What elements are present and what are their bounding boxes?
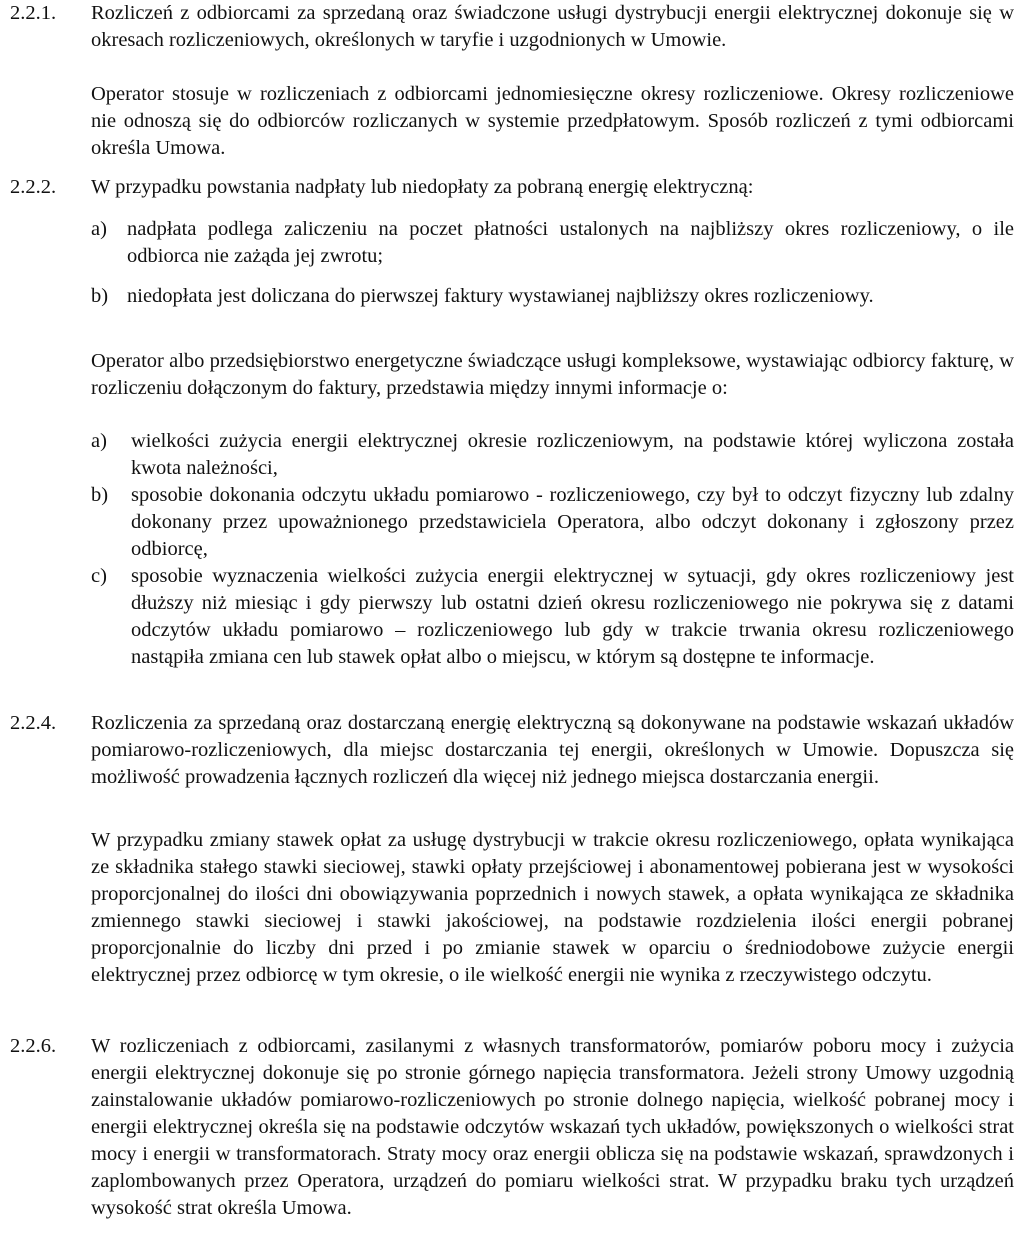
list-item-label: c) bbox=[91, 565, 107, 587]
list-item-text: nadpłata podlega zaliczeniu na poczet płatności ustalonych na najbliższy okres rozliczeniowy, o ile odbiorca nie zażąda jej zwrotu; bbox=[127, 218, 1014, 267]
section-number-2-2-6: 2.2.6. bbox=[10, 1035, 57, 1057]
section-2-2-1-paragraph-1: Rozliczeń z odbiorcami za sprzedaną oraz świadczone usługi dystrybucji energii elektrycznej dokonuje się w okresach rozliczeniowych, określonych w taryfie i uzgodnionych w Umowie. bbox=[91, 2, 1014, 51]
section-2-2-1-paragraph-2: Operator stosuje w rozliczeniach z odbiorcami jednomiesięczne okresy rozliczeniowe. Okresy rozliczeniowe nie odnoszą się do odbiorców rozliczanych w systemie przedpłatowym. Sposób rozliczeń z tymi odbiorcami określa Umowa. bbox=[91, 83, 1014, 159]
list-item-text: sposobie wyznaczenia wielkości zużycia energii elektrycznej w sytuacji, gdy okres rozliczeniowy jest dłuższy niż miesiąc i gdy pierwszy lub ostatni dzień okresu rozliczeniowego nie pokrywa się z datami odczytów układu pomiarowo – rozliczeniowego lub gdy w trakcie trwania okresu rozliczeniowego nastąpiła zmiana cen lub stawek opłat albo o miejscu, w którym są dostępne te informacje. bbox=[131, 565, 1014, 668]
list-item-label: a) bbox=[91, 218, 107, 240]
list-item-label: a) bbox=[91, 430, 107, 452]
section-2-2-6-paragraph-1: W rozliczeniach z odbiorcami, zasilanymi z własnych transformatorów, pomiarów poboru mocy i zużycia energii elektrycznej dokonuje się po stronie górnego napięcia transformatora. Jeżeli strony Umowy uzgodnią zainstalowanie układów pomiarowo-rozliczeniowych po stronie dolnego napięcia, wielkość pobranej mocy i energii elektrycznej określa się na podstawie odczytów wskazań tych układów, powiększonych o wielkości strat mocy i energii w transformatorach. Straty mocy oraz energii oblicza się na podstawie wskazań, sprawdzonych i zaplombowanych przez Operatora, urządzeń do pomiaru wielkości strat. W przypadku braku tych urządzeń wysokość strat określa Umowa. bbox=[91, 1035, 1014, 1219]
section-2-2-4-paragraph-2: W przypadku zmiany stawek opłat za usługę dystrybucji w trakcie okresu rozliczeniowego, opłata wynikająca ze składnika stałego stawki sieciowej, stawki opłaty przejściowej i abonamentowej pobierana jest w wysokości proporcjonalnej do ilości dni obowiązywania poprzednich i nowych stawek, a opłata wynikająca ze składnika zmiennego stawki sieciowej i stawki jakościowej, na podstawie rozdzielenia ilości energii pobranej proporcjonalnie do liczby dni przed i po zmianie stawek w oparciu o średniodobowe zużycie energii elektrycznej przez odbiorcę w tym okresie, o ile wielkość energii nie wynika z rzeczywistego odczytu. bbox=[91, 829, 1014, 986]
section-2-2-2-intro: W przypadku powstania nadpłaty lub niedopłaty za pobraną energię elektryczną: bbox=[91, 176, 754, 198]
list-item-text: niedopłata jest doliczana do pierwszej faktury wystawianej najbliższy okres rozliczeniowy. bbox=[127, 285, 874, 307]
list-item-text: sposobie dokonania odczytu układu pomiarowo - rozliczeniowego, czy był to odczyt fizyczny lub zdalny dokonany przez upoważnionego przedstawiciela Operatora, albo odczyt dokonany i zgłoszony przez odbiorcę, bbox=[131, 484, 1014, 560]
section-2-2-2-paragraph-2: Operator albo przedsiębiorstwo energetyczne świadczące usługi kompleksowe, wystawiając odbiorcy fakturę, w rozliczeniu dołączonym do faktury, przedstawia między innymi informacje o: bbox=[91, 350, 1014, 399]
list-item-text: wielkości zużycia energii elektrycznej okresie rozliczeniowym, na podstawie której wyliczona została kwota należności, bbox=[131, 430, 1014, 479]
section-number-2-2-4: 2.2.4. bbox=[10, 712, 57, 734]
section-number-2-2-2: 2.2.2. bbox=[10, 176, 57, 198]
section-number-2-2-1: 2.2.1. bbox=[10, 2, 57, 24]
section-2-2-4-paragraph-1: Rozliczenia za sprzedaną oraz dostarczaną energię elektryczną są dokonywane na podstawie wskazań układów pomiarowo-rozliczeniowych, dla miejsc dostarczania tej energii, określonych w Umowie. Dopuszcza się możliwość prowadzenia łącznych rozliczeń dla więcej niż jednego miejsca dostarczania energii. bbox=[91, 712, 1014, 788]
list-item-label: b) bbox=[91, 285, 109, 307]
list-item-label: b) bbox=[91, 484, 109, 506]
